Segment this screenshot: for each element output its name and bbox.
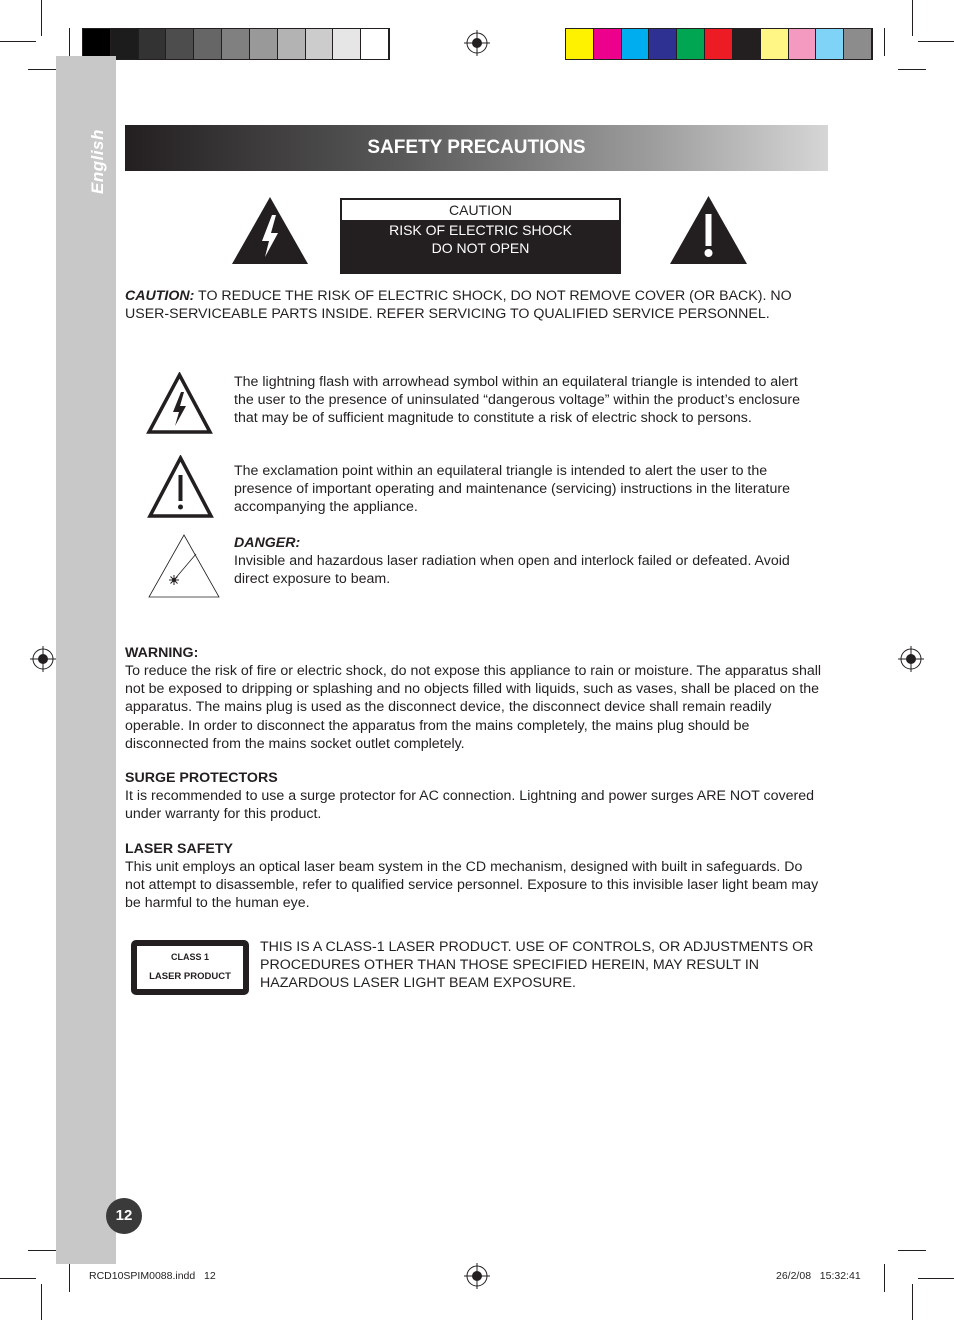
crop-mark [41, 1284, 42, 1320]
class1-laser-label-inner [137, 946, 243, 989]
warning-heading-text: WARNING: [125, 645, 199, 661]
warning-heading [125, 644, 825, 662]
color-swatch [139, 29, 167, 59]
danger-title-text: DANGER: [234, 535, 301, 551]
color-swatch [306, 29, 334, 59]
laser-heading [125, 840, 825, 858]
warning-text: To reduce the risk of fire or electric shock, do not expose this appliance to rain or moisture. The apparatus shall not be exposed to dripping or splashing and no objects filled with liquids, such as vases, shall be placed on the apparatus. The mains plug is used as the disconnect device, the disconnect device shall remain readily operable. In order to disconnect the apparatus from the mains completely, the mains plug should be disconnected from the mains socket outlet completely. [125, 663, 822, 752]
danger-description: Invisible and hazardous laser radiation when open and interlock failed or defeated. Avoid direct exposure to beam. [234, 553, 790, 588]
section-header-bar [125, 125, 828, 171]
crop-mark [918, 1278, 954, 1279]
color-swatch [566, 29, 594, 59]
crop-mark [28, 1250, 56, 1251]
color-swatch [166, 29, 194, 59]
exclamation-symbol-icon [147, 455, 214, 519]
color-swatch [789, 29, 817, 59]
crop-mark [0, 1278, 36, 1279]
exclamation-triangle-icon [670, 196, 747, 264]
color-swatch [250, 29, 278, 59]
registration-mark-icon [30, 646, 56, 672]
laser-text: This unit employs an optical laser beam system in the CD mechanism, designed with built in safeguards. Do not attempt to disassemble, refer to qualified service personnel. Exposure to this invisible laser light beam may be harmful to the human eye. [125, 859, 819, 912]
surge-text: It is recommended to use a surge protector for AC connection. Lightning and power surges ARE NOT covered under warranty for this product. [125, 788, 814, 823]
registration-mark-icon [464, 30, 490, 56]
color-swatch [733, 29, 761, 59]
color-swatch [83, 29, 111, 59]
color-swatch [111, 29, 139, 59]
caution-prefix: CAUTION: [125, 288, 195, 304]
lightning-symbol-icon [146, 372, 213, 435]
caution-text: TO REDUCE THE RISK OF ELECTRIC SHOCK, DO NOT REMOVE COVER (OR BACK). NO USER-SERVICEABLE PARTS INSIDE. REFER SERVICING TO QUALIFIED SERVICE PERSONNEL. [125, 288, 792, 323]
crop-mark [69, 28, 70, 56]
lightning-symbol-description: The lightning flash with arrowhead symbol within an equilateral triangle is intended to alert the user to the presence of uninsulated “dangerous voltage” within the product’s enclosure that may be of sufficient magnitude to constitute a risk of electric shock to persons. [234, 374, 801, 427]
color-swatch [222, 29, 250, 59]
color-swatch [816, 29, 844, 59]
page-title: SAFETY PRECAUTIONS [367, 137, 586, 158]
caution-label-title: CAUTION [342, 200, 619, 220]
footer-filename: RCD10SPIM0088.indd 12 [89, 1270, 216, 1282]
crop-mark [918, 41, 954, 42]
color-swatch [194, 29, 222, 59]
crop-mark [28, 69, 56, 70]
color-bar [565, 28, 873, 60]
crop-mark [912, 0, 913, 36]
exclamation-symbol-description: The exclamation point within an equilateral triangle is intended to alert the user to the presence of important operating and maintenance (servicing) instructions in the literature accompanying the appliance. [234, 463, 790, 516]
class1-label-line: CLASS 1 [170, 952, 209, 962]
caution-label [340, 198, 621, 274]
caution-label-line: RISK OF ELECTRIC SHOCK [389, 222, 572, 238]
caution-statement [125, 287, 837, 323]
color-swatch [361, 29, 389, 59]
crop-mark [884, 28, 885, 56]
color-swatch [705, 29, 733, 59]
page-number: 12 [106, 1198, 142, 1234]
color-swatch [622, 29, 650, 59]
danger-title [234, 534, 814, 552]
color-swatch [844, 29, 872, 59]
class1-label-line: LASER PRODUCT [149, 971, 231, 982]
laser-warning-icon [148, 534, 220, 598]
registration-mark-icon [464, 1263, 490, 1289]
footer-timestamp: 26/2/08 15:32:41 [776, 1270, 861, 1282]
language-sidebar [56, 56, 116, 1264]
surge-heading-text: SURGE PROTECTORS [125, 770, 278, 786]
crop-mark [69, 1264, 70, 1292]
lightning-triangle-icon [232, 197, 308, 264]
caution-label-line: DO NOT OPEN [431, 240, 530, 256]
surge-heading [125, 769, 825, 787]
crop-mark [912, 1284, 913, 1320]
color-swatch [278, 29, 306, 59]
grayscale-bar [82, 28, 390, 60]
laser-heading-text: LASER SAFETY [125, 841, 233, 857]
color-swatch [761, 29, 789, 59]
color-swatch [649, 29, 677, 59]
class1-laser-notice: THIS IS A CLASS-1 LASER PRODUCT. USE OF CONTROLS, OR ADJUSTMENTS OR PROCEDURES OTHER THAN THOSE SPECIFIED HEREIN, MAY RESULT IN HAZARDOUS LASER LIGHT BEAM EXPOSURE. [260, 939, 814, 992]
language-label: English [88, 129, 107, 194]
color-swatch [594, 29, 622, 59]
crop-mark [898, 69, 926, 70]
registration-mark-icon [898, 646, 924, 672]
class1-laser-label [131, 940, 249, 995]
color-swatch [677, 29, 705, 59]
color-swatch [333, 29, 361, 59]
crop-mark [898, 1250, 926, 1251]
crop-mark [41, 0, 42, 36]
crop-mark [884, 1264, 885, 1292]
crop-mark [0, 41, 36, 42]
